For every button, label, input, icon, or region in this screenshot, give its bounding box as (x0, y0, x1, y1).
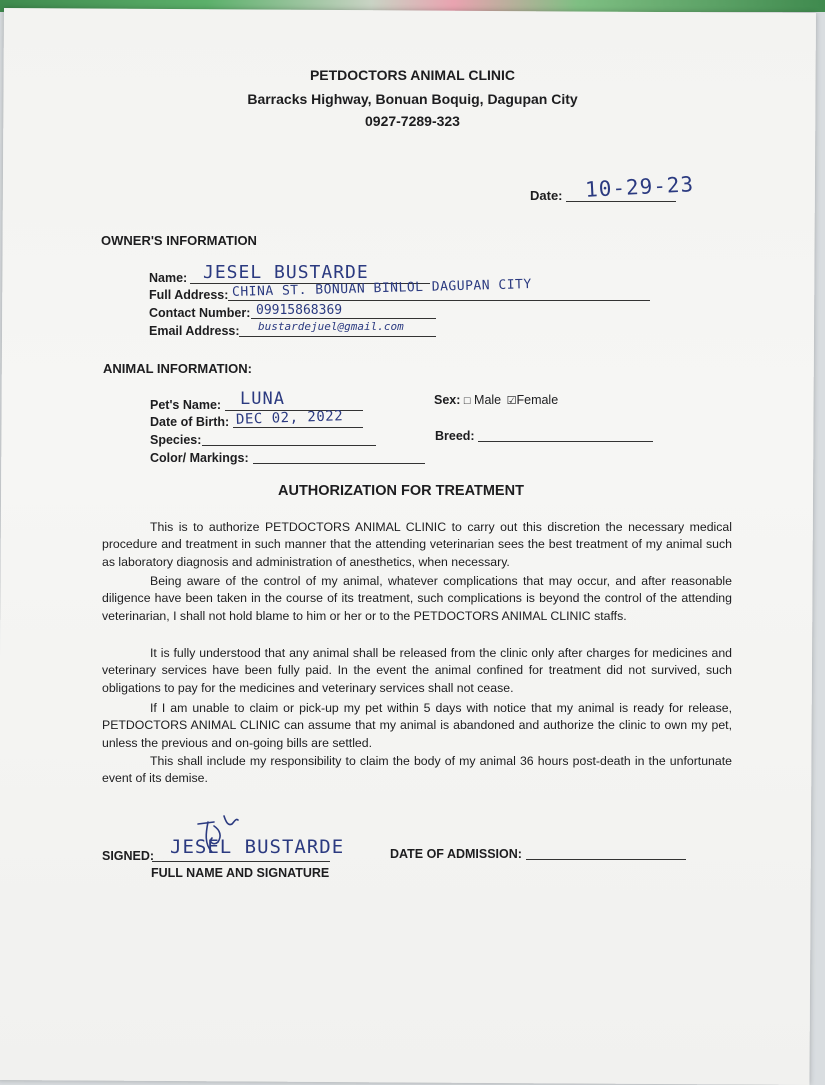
owner-address-line (228, 300, 650, 301)
admission-date-line[interactable] (526, 859, 686, 860)
breed-label: Breed: (435, 429, 475, 443)
signed-label: SIGNED: (102, 849, 155, 863)
sex-label: Sex: (434, 393, 461, 407)
auth-paragraph-4: If I am unable to claim or pick-up my pet within 5 days with notice that my animal is ready for release, PETDOCTORS ANIMAL CLINIC can assume that my animal is abandoned and authorize the clinic to own my pet, unless the previous and on-going bills are settled. (102, 701, 732, 750)
sex-field (434, 393, 558, 407)
sex-male-label: Male (474, 393, 502, 407)
owner-email-line (239, 336, 436, 337)
owner-email-label: Email Address: (149, 324, 240, 338)
sex-male-checkbox[interactable]: □ (463, 395, 471, 407)
pet-name-label: Pet's Name: (150, 398, 222, 412)
signature-value[interactable]: JESEL BUSTARDE (170, 836, 345, 858)
animal-section-title: ANIMAL INFORMATION: (103, 361, 252, 376)
auth-paragraph-5: This shall include my responsibility to claim the body of my animal 36 hours post-death in the unfortunate event of its demise. (102, 754, 732, 786)
dob-label: Date of Birth: (150, 415, 230, 429)
clinic-address: Barracks Highway, Bonuan Boquig, Dagupan City (247, 91, 578, 107)
dob-value[interactable]: DEC 02, 2022 (235, 408, 344, 428)
date-value[interactable]: 10-29-23 (584, 172, 695, 202)
signature-line (152, 861, 330, 862)
owner-address-label: Full Address: (149, 288, 229, 302)
clinic-name: PETDOCTORS ANIMAL CLINIC (309, 67, 516, 83)
owner-name-label: Name: (149, 271, 188, 285)
owner-contact-value[interactable]: 09915868369 (256, 303, 343, 318)
color-markings-label: Color/ Markings: (150, 451, 249, 465)
owner-name-value[interactable]: JESEL BUSTARDE (203, 262, 369, 283)
species-line[interactable] (202, 445, 376, 446)
owner-contact-line (251, 318, 436, 319)
authorization-title: AUTHORIZATION FOR TREATMENT (278, 483, 524, 499)
pet-name-value[interactable]: LUNA (240, 389, 285, 409)
sex-female-checkbox[interactable]: ☑ (506, 395, 517, 407)
owner-contact-label: Contact Number: (149, 306, 251, 320)
sex-female-label: Female (516, 393, 559, 407)
clinic-phone: 0927-7289-323 (365, 113, 460, 129)
auth-paragraph-3: It is fully understood that any animal shall be released from the clinic only after charges for medicines and veterinary services have been fully paid. In the event the animal confined for treatment did not survived, such obligations to pay for the medicines and veterinary services shall not cease. (102, 646, 732, 695)
admission-date-label: DATE OF ADMISSION: (390, 847, 522, 861)
species-label: Species: (150, 433, 202, 447)
auth-paragraph-2: Being aware of the control of my animal, whatever complications that may occur, and after reasonable diligence have been taken in the course of its treatment, such complications is beyond the control of the attending veterinarian, I shall not hold blame to him or her or to the PETDOCTORS ANIMAL CLINIC staffs. (102, 574, 732, 623)
date-line (566, 201, 676, 202)
owner-address-value[interactable]: CHINA ST. BONUAN BINLOL DAGUPAN CITY (231, 277, 532, 300)
date-label: Date: (530, 188, 563, 203)
auth-paragraph-1: This is to authorize PETDOCTORS ANIMAL CLINIC to carry out this discretion the necessary medical procedure and treatment in such manner that the attending veterinarian sees the best treatment of my animal such as laboratory diagnosis and administration of anesthetics, when necessary. (102, 520, 732, 569)
owner-email-value[interactable]: bustardejuel@gmail.com (258, 320, 404, 333)
owner-section-title: OWNER'S INFORMATION (101, 233, 257, 248)
breed-line[interactable] (478, 441, 653, 442)
color-markings-line[interactable] (253, 463, 425, 464)
signature-caption: FULL NAME AND SIGNATURE (151, 866, 330, 880)
